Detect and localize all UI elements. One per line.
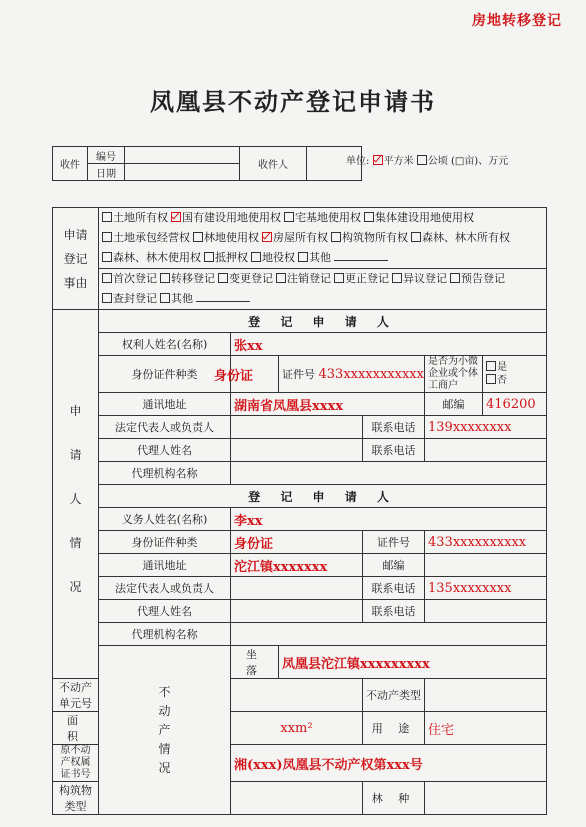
right-holder-name[interactable]: 张xx [231,333,547,356]
rights-option-label: 土地承包经营权 [113,231,190,244]
p2-address[interactable]: 沱江镇xxxxxxx [231,554,363,577]
p1-postcode[interactable]: 416200 [483,393,547,416]
cert-label: 原不动产权属证书号 [53,745,99,782]
rights-option[interactable] [102,211,168,224]
p2-id-type[interactable]: 身份证 [231,531,363,554]
rights-checkbox[interactable] [193,232,203,242]
use-label: 用 途 [363,712,425,745]
unit-hectare-checkbox[interactable] [417,155,427,165]
types-checkbox[interactable] [276,273,286,283]
structure-type-label: 构筑物类型 [53,782,99,815]
rights-checkbox[interactable] [411,232,421,242]
rights-option-label: 地役权 [262,251,295,264]
p1-id-no-field[interactable]: 证件号 433xxxxxxxxxxx [279,356,425,393]
area-label: 面 积 [53,712,99,745]
types-option[interactable] [334,272,389,285]
p2-agency-field[interactable] [231,623,547,646]
types-checkbox[interactable] [102,273,112,283]
rights-option-label: 抵押权 [215,251,248,264]
rights-checkbox[interactable] [284,212,294,222]
types-checkbox[interactable] [218,273,228,283]
rights-option-label: 构筑物所有权 [342,231,408,244]
p2-agency-label: 代理机构名称 [99,623,231,646]
p2-legal-label: 法定代表人或负责人 [99,577,231,600]
unit-sqm: 平方米 [383,156,414,167]
location[interactable]: 凤凰县沱江镇xxxxxxxxx [279,646,547,679]
forest-type-label: 林 种 [363,782,425,815]
p2-postcode-field[interactable] [425,554,547,577]
rights-option-label: 房屋所有权 [273,231,328,244]
rights-option[interactable] [204,251,248,264]
rights-checkbox[interactable] [364,212,374,222]
rights-checkbox[interactable] [262,232,272,242]
types-option-label: 首次登记 [113,272,157,285]
applicant-section-label: 申 请 人 情 况 [53,310,99,679]
types-option[interactable] [218,272,273,285]
types-option[interactable] [102,272,157,285]
rights-checkbox[interactable] [102,212,112,222]
p1-phone[interactable]: 139xxxxxxxx [425,416,547,439]
area[interactable]: xxm² [231,712,363,745]
rights-other-blank[interactable] [334,251,388,261]
property-type-label: 不动产类型 [363,679,425,712]
p2-legal-field[interactable] [231,577,363,600]
receipt-label: 收件 [53,147,88,181]
types-option[interactable] [276,272,331,285]
p2-agent-phone-field[interactable] [425,600,547,623]
types-option[interactable] [392,272,447,285]
p1-agency-field[interactable] [231,462,547,485]
rights-option-label: 其他 [309,251,331,264]
types-checkbox[interactable] [160,273,170,283]
receipt-number-label: 编号 [88,147,125,164]
p1-agent-phone-label: 联系电话 [363,439,425,462]
p1-postcode-label: 邮编 [425,393,483,416]
types-option-label: 预告登记 [461,272,505,285]
p1-address-label: 通讯地址 [99,393,231,416]
unit-no-field[interactable] [231,679,363,712]
types-checkbox[interactable] [450,273,460,283]
unit-label: 单位: [346,156,370,167]
p2-phone-label: 联系电话 [363,577,425,600]
right-holder-header: 登 记 申 请 人 [99,310,547,333]
rights-checkbox[interactable] [298,252,308,262]
rights-option[interactable] [193,231,259,244]
receipt-date-label: 日期 [88,164,125,181]
p1-phone-label: 联系电话 [363,416,425,439]
types-checkbox[interactable] [392,273,402,283]
p1-agent-phone-field[interactable] [425,439,547,462]
unit-selector [346,152,508,167]
rights-option-label: 土地所有权 [113,211,168,224]
p2-id-no[interactable]: 433xxxxxxxxxx [425,531,547,554]
p2-postcode-label: 邮编 [363,554,425,577]
property-type-field[interactable] [425,679,547,712]
rights-option[interactable] [262,231,328,244]
unit-sqm-checkbox[interactable] [373,155,383,165]
types-option-label: 其他 [171,292,193,305]
rights-option-label: 森林、林木所有权 [422,231,510,244]
rights-option[interactable] [102,251,201,264]
types-option-label: 注销登记 [287,272,331,285]
rights-option[interactable] [331,231,408,244]
location-label: 坐 落 [231,646,279,679]
rights-option-label: 宅基地使用权 [295,211,361,224]
rights-checkbox[interactable] [102,232,112,242]
use[interactable]: 住宅 [425,712,547,745]
matter-label: 申请 登记 事由 [53,208,99,310]
rights-option-label: 森林、林木使用权 [113,251,201,264]
receiver-label: 收件人 [240,147,307,181]
p1-agent-label: 代理人姓名 [99,439,231,462]
rights-option[interactable] [364,211,474,224]
p2-id-type-label: 身份证件种类 [99,531,231,554]
types-option-label: 变更登记 [229,272,273,285]
types-option-label: 更正登记 [345,272,389,285]
receipt-box [52,146,362,181]
obligor-header: 登 记 申 请 人 [99,485,547,508]
obligor-name-label: 义务人姓名(名称) [99,508,231,531]
forest-type-field[interactable] [425,782,547,815]
micro-no-checkbox[interactable] [486,374,496,384]
unit-hectare: 公顷 [427,156,448,167]
corner-tag: 房地转移登记 [472,13,562,29]
p2-phone[interactable]: 135xxxxxxxx [425,577,547,600]
rights-option-label: 集体建设用地使用权 [375,211,474,224]
unit-mu: (□亩) [450,156,479,167]
micro-yes-checkbox[interactable] [486,361,496,371]
p1-legal-label: 法定代表人或负责人 [99,416,231,439]
p1-id-type[interactable]: 身份证 [231,356,279,393]
unit-wan: 、万元 [478,156,509,167]
registration-type-options [99,269,547,310]
rights-option[interactable] [298,251,331,264]
types-option[interactable] [450,272,505,285]
rights-checkbox[interactable] [251,252,261,262]
types-option[interactable] [160,292,193,305]
rights-option-label: 林地使用权 [204,231,259,244]
p2-agent-phone-label: 联系电话 [363,600,425,623]
types-option[interactable] [160,272,215,285]
rights-checkbox[interactable] [331,232,341,242]
types-checkbox[interactable] [160,293,170,303]
rights-option[interactable] [411,231,510,244]
p2-agent-label: 代理人姓名 [99,600,231,623]
rights-checkbox[interactable] [171,212,181,222]
types-other-blank[interactable] [196,292,250,302]
types-option[interactable] [102,292,157,305]
receipt-date-field[interactable] [125,164,240,181]
micro-enterprise-options: 是 否 [483,356,547,393]
rights-options [99,208,547,269]
application-form [52,207,547,815]
micro-enterprise-label: 是否为小微企业或个体工商户 [425,356,483,393]
rights-option[interactable] [251,251,295,264]
structure-type-field[interactable] [231,782,363,815]
types-checkbox[interactable] [102,293,112,303]
rights-option[interactable] [102,231,190,244]
obligor-name[interactable]: 李xx [231,508,547,531]
p1-agency-label: 代理机构名称 [99,462,231,485]
types-option-label: 异议登记 [403,272,447,285]
original-cert-no[interactable]: 湘(xxx)凤凰县不动产权第xxx号 [231,745,547,782]
p2-id-no-label: 证件号 [363,531,425,554]
p1-address[interactable]: 湖南省凤凰县xxxx [231,393,425,416]
p2-address-label: 通讯地址 [99,554,231,577]
p2-agent-field[interactable] [231,600,363,623]
rights-option[interactable] [171,211,281,224]
p1-legal-field[interactable] [231,416,363,439]
p1-id-type-label: 身份证件种类 [99,356,231,393]
types-option-label: 转移登记 [171,272,215,285]
rights-option[interactable] [284,211,361,224]
property-section-label: 不 动 产 情 况 [99,646,231,815]
types-option-label: 查封登记 [113,292,157,305]
p1-agent-field[interactable] [231,439,363,462]
unit-no-label: 不动产单元号 [53,679,99,712]
rights-option-label: 国有建设用地使用权 [182,211,281,224]
types-checkbox[interactable] [334,273,344,283]
right-holder-name-label: 权利人姓名(名称) [99,333,231,356]
rights-checkbox[interactable] [204,252,214,262]
page-title: 凤凰县不动产登记申请书 [150,87,436,116]
receipt-number-field[interactable] [125,147,240,164]
rights-checkbox[interactable] [102,252,112,262]
